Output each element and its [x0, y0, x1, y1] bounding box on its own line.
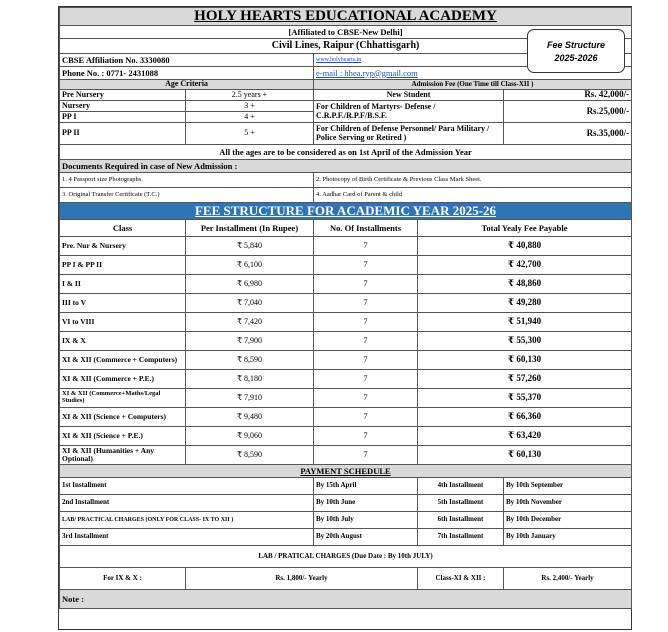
age-value: 5 + — [186, 123, 314, 145]
document-item: 1. 4 Passport size Photographs. — [60, 173, 314, 188]
age-value: 4 + — [186, 112, 314, 123]
per-installment: ₹ 7,040 — [186, 294, 314, 313]
table-row — [60, 446, 632, 465]
total-fee: ₹ 55,370 — [418, 389, 632, 408]
table-row — [60, 256, 632, 275]
class-name: IX & X — [60, 332, 186, 351]
fee-amount: Rs.35,000/- — [504, 123, 632, 145]
total-fee: ₹ 60,130 — [418, 446, 632, 465]
age-class: PP II — [60, 123, 186, 145]
lab-label-xi-xii: Class-XI & XII : — [418, 568, 504, 590]
table-row — [60, 408, 632, 427]
age-class: Pre Nursery — [60, 90, 186, 101]
class-name: XI & XII (Commerce + P.E.) — [60, 370, 186, 389]
lab-label-ix-x: For IX & X : — [60, 568, 186, 590]
table-row — [60, 370, 632, 389]
installment-count: 7 — [314, 408, 418, 427]
schedule-date: By 15th April — [314, 478, 418, 495]
total-fee: ₹ 40,880 — [418, 237, 632, 256]
age-note: All the ages are to be considered as on 1st April of the Admission Year — [60, 145, 632, 160]
class-name: XI & XII (Commerce+Maths/Legal Studies) — [60, 389, 186, 408]
installment-count: 7 — [314, 370, 418, 389]
total-fee: ₹ 63,420 — [418, 427, 632, 446]
schedule-item: 7th Installment — [418, 529, 504, 546]
total-fee: ₹ 60,130 — [418, 351, 632, 370]
schedule-date: By 10th July — [314, 512, 418, 529]
lab-charges-heading: LAB / PRATICAL CHARGES (Due Date : By 10th JULY) — [60, 546, 632, 568]
column-header: Per Installment (In Rupee) — [186, 220, 314, 237]
column-header: Class — [60, 220, 186, 237]
total-fee: ₹ 48,860 — [418, 275, 632, 294]
schedule-item: 3rd Installment — [60, 529, 314, 546]
table-row — [60, 427, 632, 446]
schedule-date: By 10th January — [504, 529, 632, 546]
badge-title: Fee Structure — [546, 39, 606, 50]
installment-count: 7 — [314, 294, 418, 313]
per-installment: ₹ 7,900 — [186, 332, 314, 351]
age-criteria-heading: Age Criteria — [60, 80, 314, 90]
table-row — [60, 313, 632, 332]
installment-count: 7 — [314, 446, 418, 465]
schedule-item: 2nd Installment — [60, 495, 314, 512]
fee-amount: Rs. 42,000/- — [504, 90, 632, 101]
installment-count: 7 — [314, 351, 418, 370]
document-item: 3. Original Transfer Certificate (T.C.) — [60, 188, 314, 203]
school-address: Civil Lines, Raipur (Chhattisgarh) — [60, 39, 632, 54]
fee-structure-document — [58, 6, 632, 630]
table-row — [60, 332, 632, 351]
installment-count: 7 — [314, 275, 418, 294]
schedule-item: 5th Installment — [418, 495, 504, 512]
class-name: III to V — [60, 294, 186, 313]
document-table — [59, 7, 632, 609]
schedule-date: By 10th December — [504, 512, 632, 529]
class-name: VI to VIII — [60, 313, 186, 332]
schedule-item: 1st Installment — [60, 478, 314, 495]
total-fee: ₹ 51,940 — [418, 313, 632, 332]
column-header: No. Of Installments — [314, 220, 418, 237]
schedule-date: By 10th September — [504, 478, 632, 495]
installment-count: 7 — [314, 389, 418, 408]
fee-structure-badge — [527, 29, 625, 73]
schedule-item: 4th Installment — [418, 478, 504, 495]
lab-value-xi-xii: Rs. 2,400/- Yearly — [504, 568, 632, 590]
fee-structure-title: FEE STRUCTURE FOR ACADEMIC YEAR 2025-26 — [60, 203, 632, 220]
documents-heading: Documents Required in case of New Admission : — [60, 160, 632, 173]
badge-year: 2025-2026 — [554, 52, 598, 63]
table-row — [60, 275, 632, 294]
affiliation-note: [Affiliated to CBSE-New Delhi] — [60, 26, 632, 39]
class-name: I & II — [60, 275, 186, 294]
per-installment: ₹ 8,180 — [186, 370, 314, 389]
total-fee: ₹ 57,260 — [418, 370, 632, 389]
document-item: 2. Photocopy of Birth Certificate & Previous Class Mark Sheet. — [314, 173, 632, 188]
total-fee: ₹ 66,360 — [418, 408, 632, 427]
schedule-date: By 10th November — [504, 495, 632, 512]
fee-label: For Children of Martyrs- Defense / C.R.P.F./R.P.F/B.S.F. — [314, 101, 504, 123]
total-fee: ₹ 49,280 — [418, 294, 632, 313]
column-header: Total Yealy Fee Payable — [418, 220, 632, 237]
lab-value-ix-x: Rs. 1,800/- Yearly — [186, 568, 418, 590]
installment-count: 7 — [314, 313, 418, 332]
class-name: XI & XII (Science + Computers) — [60, 408, 186, 427]
payment-schedule-heading: PAYMENT SCHEDULE — [60, 465, 632, 478]
per-installment: ₹ 9,060 — [186, 427, 314, 446]
table-row — [60, 294, 632, 313]
class-name: XI & XII (Commerce + Computers) — [60, 351, 186, 370]
schedule-item: 6th Installment — [418, 512, 504, 529]
schedule-date: By 20th August — [314, 529, 418, 546]
class-name: Pre. Nur & Nursery — [60, 237, 186, 256]
per-installment: ₹ 6,980 — [186, 275, 314, 294]
affiliation-number: CBSE Affiliation No. 3330080 — [60, 54, 314, 67]
school-title: HOLY HEARTS EDUCATIONAL ACADEMY — [60, 8, 632, 26]
class-name: XI & XII (Science + P.E.) — [60, 427, 186, 446]
age-value: 3 + — [186, 101, 314, 112]
per-installment: ₹ 8,590 — [186, 446, 314, 465]
note-label: Note : — [60, 590, 632, 609]
schedule-item: LAB/ PRACTICAL CHARGES (ONLY FOR CLASS- IX TO XII ) — [60, 512, 314, 529]
age-class: Nursery — [60, 101, 186, 112]
per-installment: ₹ 7,910 — [186, 389, 314, 408]
fee-label: For Children of Defense Personnel/ Para Military / Police Serving or Retired ) — [314, 123, 504, 145]
fee-rows — [60, 237, 632, 465]
installment-count: 7 — [314, 237, 418, 256]
admission-fee-heading: Admission Fee (One Time till Class-XII ) — [314, 80, 632, 90]
age-value: 2.5 years + — [186, 90, 314, 101]
per-installment: ₹ 6,100 — [186, 256, 314, 275]
installment-count: 7 — [314, 427, 418, 446]
table-row — [60, 351, 632, 370]
schedule-row — [60, 478, 632, 495]
per-installment: ₹ 5,840 — [186, 237, 314, 256]
schedule-date: By 10th June — [314, 495, 418, 512]
class-name: XI & XII (Humanities + Any Optional) — [60, 446, 186, 465]
age-class: PP I — [60, 112, 186, 123]
per-installment: ₹ 7,420 — [186, 313, 314, 332]
schedule-row — [60, 529, 632, 546]
document-item: 4. Aadhar Card of Parent & child — [314, 188, 632, 203]
fee-amount: Rs.25,000/- — [504, 101, 632, 123]
installment-count: 7 — [314, 332, 418, 351]
email-link[interactable]: e-mail : hhea.ryp@gmail.com — [314, 67, 632, 80]
phone-number: Phone No. : 0771- 2431088 — [60, 67, 314, 80]
installment-count: 7 — [314, 256, 418, 275]
fee-label: New Student — [314, 90, 504, 101]
total-fee: ₹ 55,300 — [418, 332, 632, 351]
class-name: PP I & PP II — [60, 256, 186, 275]
website-link[interactable]: www.holyhearts.in — [314, 54, 632, 67]
table-row — [60, 237, 632, 256]
schedule-row — [60, 495, 632, 512]
total-fee: ₹ 42,700 — [418, 256, 632, 275]
per-installment: ₹ 9,480 — [186, 408, 314, 427]
schedule-row — [60, 512, 632, 529]
per-installment: ₹ 8,590 — [186, 351, 314, 370]
table-row — [60, 389, 632, 408]
